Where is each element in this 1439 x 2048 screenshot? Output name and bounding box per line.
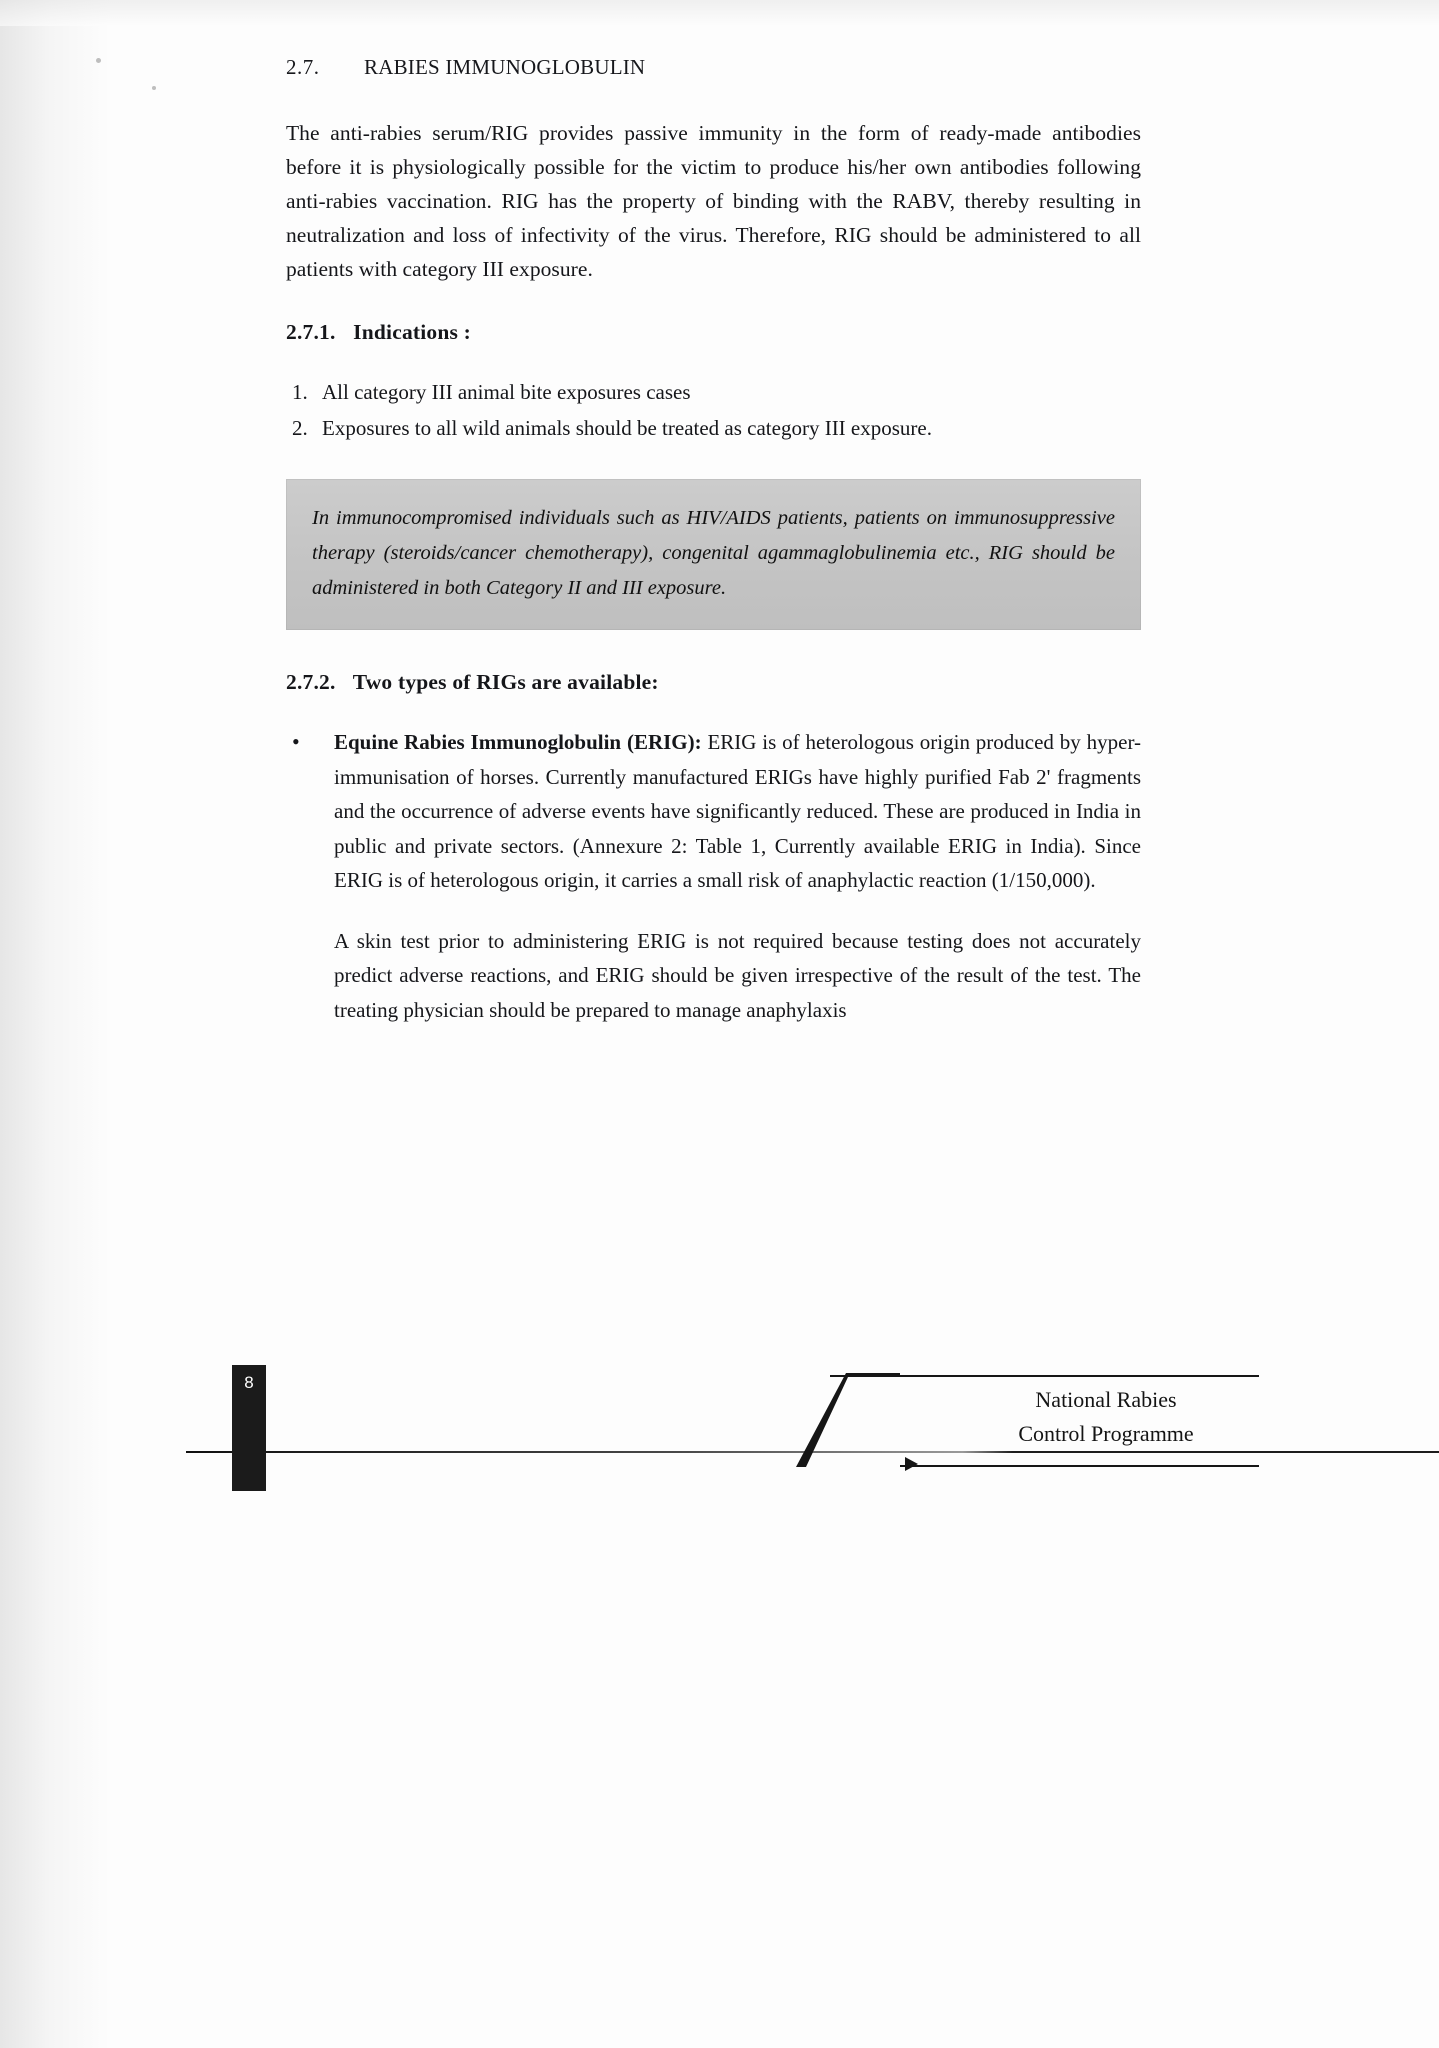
intro-paragraph: The anti-rabies serum/RIG provides passive immunity in the form of ready-made antibodies before it is physiologically possible for the victim to produce his/her own antibodies following anti-rabies vaccination. RIG has the property of binding with the RABV, thereby resulting in neutralization and loss of infectivity of the virus. Therefore, RIG should be administered to all patients with category III exposure. [286, 121, 1141, 281]
types-title: Two types of RIGs are available: [352, 670, 659, 694]
scan-shadow-top [0, 0, 1439, 26]
list-item-marker: 1. [292, 380, 308, 404]
footer-brand-line2: Control Programme [1018, 1421, 1194, 1446]
highlighted-note-box: In immunocompromised individuals such as HIV/AIDS patients, patients on immunosuppressive therapy (steroids/cancer chemotherapy), congenital agammaglobulinemia etc., RIG should be administered in both Category II and III exposure. [286, 479, 1141, 630]
footer-divider-bottom [900, 1465, 1259, 1467]
indications-title: Indications : [353, 320, 472, 344]
page-number: 8 [244, 1373, 254, 1392]
footer-diagonal-decoration [790, 1373, 900, 1469]
scan-speck [96, 58, 101, 63]
types-heading [286, 670, 1141, 695]
section-number: 2.7. [286, 55, 320, 79]
types-number: 2.7.2. [286, 670, 336, 694]
section-heading [286, 55, 1141, 80]
erig-label: Equine Rabies Immunoglobulin (ERIG): [334, 730, 702, 754]
list-item-marker: 2. [292, 416, 308, 440]
footer-brand-line1: National Rabies [1035, 1387, 1177, 1412]
scan-shadow-left [0, 0, 110, 2048]
indications-list [286, 375, 1141, 445]
scan-speck [152, 86, 156, 90]
page-footer [0, 1355, 1439, 1515]
erig-entry [334, 725, 1141, 898]
footer-arrow-icon [905, 1457, 918, 1471]
list-item [292, 411, 1141, 445]
section-title: RABIES IMMUNOGLOBULIN [364, 55, 646, 79]
rig-types-list [286, 725, 1141, 898]
page-content [286, 55, 1141, 1027]
list-item [286, 725, 1141, 898]
list-item-text: All category III animal bite exposures cases [322, 380, 691, 404]
list-item [292, 375, 1141, 409]
indications-heading [286, 320, 1141, 345]
erig-text: ERIG is of heterologous origin produced by hyper-immunisation of horses. Currently manufactured ERIGs have highly purified Fab 2' fragments and the occurrence of adverse events have significantly reduced. These are produced in India in public and private sectors. (Annexure 2: Table 1, Currently available ERIG in India). Since ERIG is of heterologous origin, it carries a small risk of anaphylactic reaction (1/150,000). [334, 730, 1142, 892]
footer-brand [956, 1383, 1256, 1451]
bullet-icon: • [292, 729, 300, 754]
list-item-text: Exposures to all wild animals should be treated as category III exposure. [322, 416, 932, 440]
indications-number: 2.7.1. [286, 320, 336, 344]
skin-test-paragraph: A skin test prior to administering ERIG is not required because testing does not accurately predict adverse reactions, and ERIG should be given irrespective of the result of the test. The treating physician should be prepared to manage anaphylaxis [334, 928, 1141, 1022]
